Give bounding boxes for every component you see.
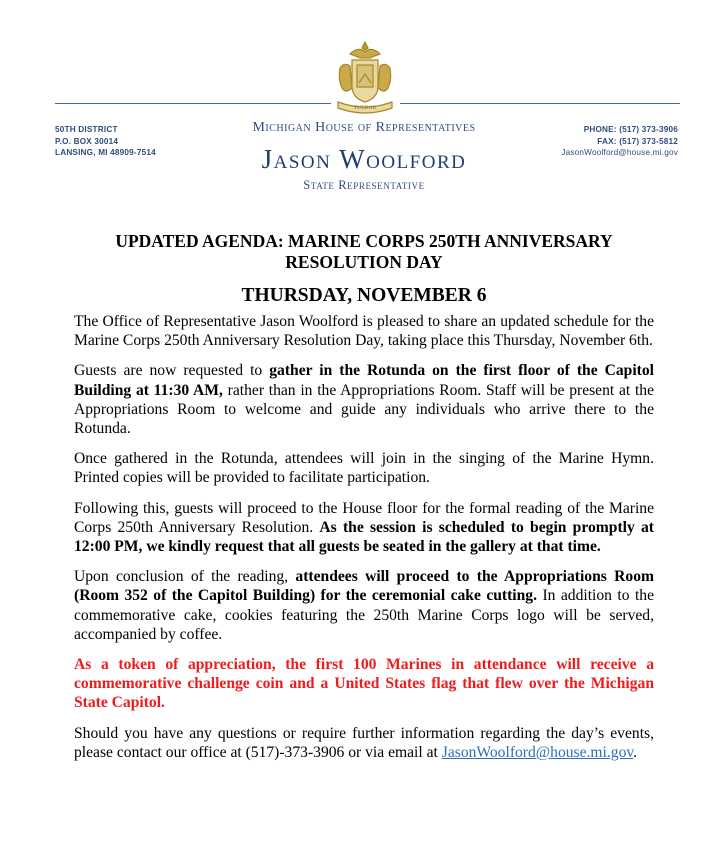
- city-zip: LANSING, MI 48909-7514: [55, 148, 156, 157]
- paragraph-gathering: Guests are now requested to gather in the Rotunda on the first floor of the Capitol Building at 11:30 AM, rather than in the Appropriations Room. Staff will be present at the Appropriations Room to welcome and guide any individuals who arrive there to the Rotunda.: [74, 362, 655, 438]
- michigan-seal-icon: [330, 38, 400, 120]
- representative-name: Jason Woolford: [261, 144, 467, 174]
- seal-motto: TUEBOR: [353, 105, 377, 111]
- letterhead-rule-right: [400, 103, 680, 104]
- letterhead-rule-left: [55, 103, 331, 104]
- po-box: P.O. BOX 30014: [55, 136, 119, 146]
- paragraph-contact: Should you have any questions or require further information regarding the day’s events, please contact our office at (517)-373-3906 or via email at JasonWoolford@house.mi.gov.: [74, 724, 654, 761]
- email-link[interactable]: JasonWoolford@house.mi.gov: [441, 743, 634, 761]
- phone-number: PHONE: (517) 373-3906: [583, 125, 678, 134]
- paragraph-cake-cutting: Upon conclusion of the reading, attendees will proceed to the Appropriations Room (Room 352 of the Capitol Building) for the ceremonial cake cutting. In addition to the commemorative cake, cookies featuring the 250th Marine Corps logo will be served, accompanied by coffee.: [74, 568, 655, 643]
- fax-number: FAX: (517) 373-5812: [597, 136, 678, 146]
- contact-email: JasonWoolford@house.mi.gov: [561, 148, 678, 157]
- agenda-title-line2: RESOLUTION DAY: [285, 252, 443, 272]
- house-name: Michigan House of Representatives: [252, 120, 476, 135]
- paragraph-intro: The Office of Representative Jason Woolford is pleased to share an updated schedule for the Marine Corps 250th Anniversary Resolution Day, taking place this Thursday, November 6th.: [74, 313, 654, 350]
- agenda-title: [0, 231, 728, 273]
- representative-title: State Representative: [303, 178, 425, 192]
- contact-info: [561, 124, 678, 159]
- paragraph-reading: Following this, guests will proceed to the House floor for the formal reading of the Marine Corps 250th Anniversary Resolution. As the session is scheduled to begin promptly at 12:00 PM, we kindly request that all guests be seated in the gallery at that time.: [74, 499, 654, 556]
- agenda-title-line1: UPDATED AGENDA: MARINE CORPS 250TH ANNIVERSARY: [115, 231, 613, 251]
- district-label: 50TH DISTRICT: [55, 125, 118, 134]
- event-date: THURSDAY, NOVEMBER 6: [241, 285, 487, 306]
- paragraph-hymn: Once gathered in the Rotunda, attendees will join in the singing of the Marine Hymn. Printed copies will be provided to facilitate participation.: [74, 450, 654, 487]
- document-body: [74, 312, 654, 773]
- paragraph-appreciation: As a token of appreciation, the first 100 Marines in attendance will receive a commemorative challenge coin and a United States flag that flew over the Michigan State Capitol.: [74, 656, 654, 712]
